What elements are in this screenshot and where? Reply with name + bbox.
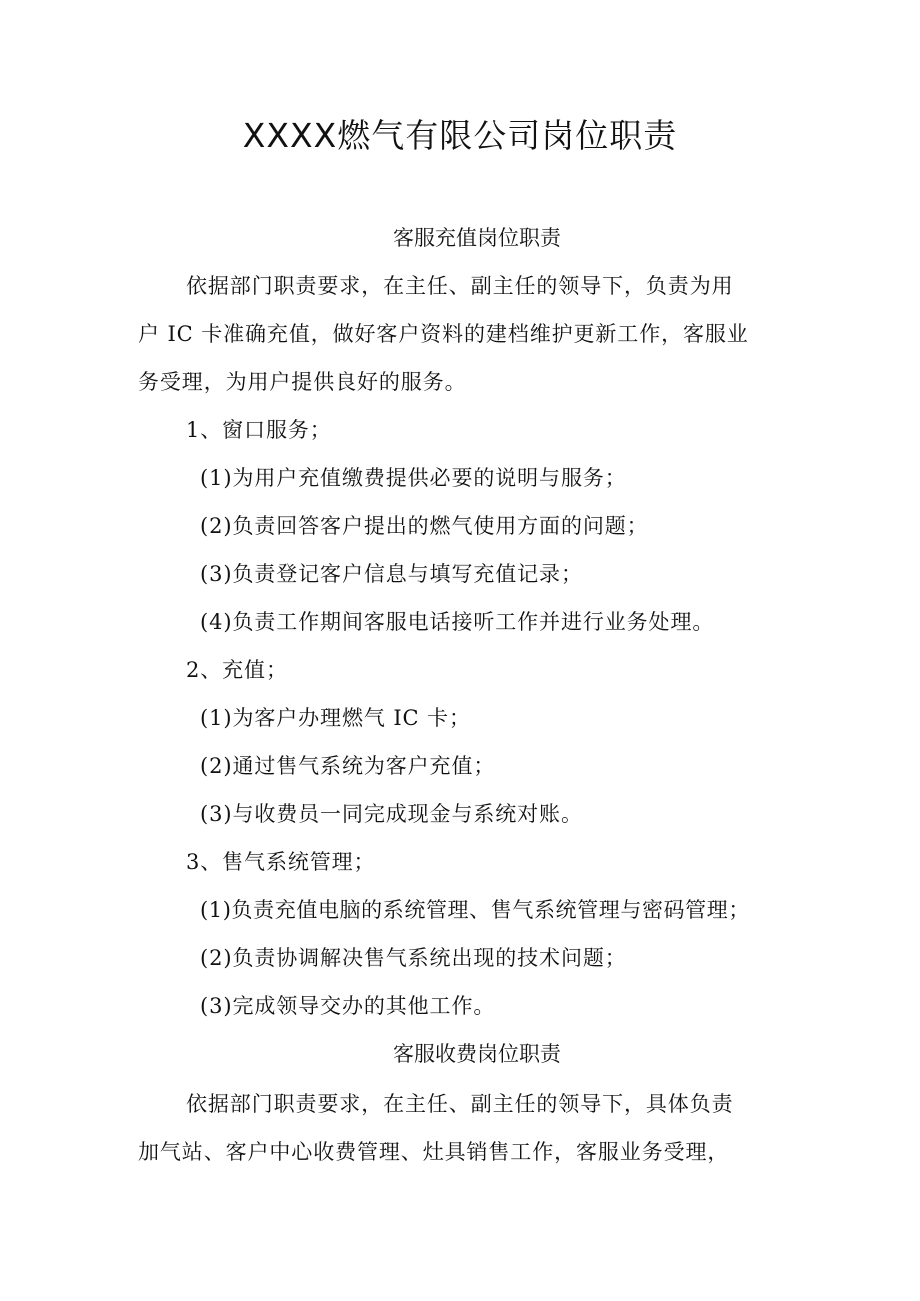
item-1-sub-2: (2)负责回答客户提出的燃气使用方面的问题； xyxy=(200,514,649,538)
item-3-sub-1: (1)负责充值电脑的系统管理、售气系统管理与密码管理； xyxy=(200,898,750,922)
section-2-intro-line-2: 加气站、客户中心收费管理、灶具销售工作，客服业务受理， xyxy=(138,1140,730,1164)
section-1-intro-line-1: 依据部门职责要求，在主任、副主任的领导下，负责为用 xyxy=(186,274,734,298)
section-2-intro-line-1: 依据部门职责要求，在主任、副主任的领导下，具体负责 xyxy=(186,1092,734,1116)
item-3-label: 3、售气系统管理； xyxy=(186,850,376,874)
item-2-sub-1: (1)为客户办理燃气 IC 卡； xyxy=(200,706,471,730)
item-3-sub-3: (3)完成领导交办的其他工作。 xyxy=(200,994,496,1018)
item-3-sub-2: (2)负责协调解决售气系统出现的技术问题； xyxy=(200,946,627,970)
item-2-label: 2、充值； xyxy=(186,658,288,682)
section-1-intro-line-2: 户 IC 卡准确充值，做好客户资料的建档维护更新工作，客服业 xyxy=(138,322,749,346)
section-heading-charging: 客服收费岗位职责 xyxy=(393,1042,561,1066)
document-title: XXXX燃气有限公司岗位职责 xyxy=(242,116,678,155)
item-1-sub-3: (3)负责登记客户信息与填写充值记录； xyxy=(200,562,583,586)
item-1-sub-1: (1)为用户充值缴费提供必要的说明与服务； xyxy=(200,466,627,490)
item-2-sub-3: (3)与收费员一同完成现金与系统对账。 xyxy=(200,802,583,826)
item-1-label: 1、窗口服务； xyxy=(186,418,332,442)
item-2-sub-2: (2)通过售气系统为客户充值； xyxy=(200,754,496,778)
item-1-sub-4: (4)负责工作期间客服电话接听工作并进行业务处理。 xyxy=(200,610,715,634)
section-1-intro-line-3: 务受理，为用户提供良好的服务。 xyxy=(138,370,467,394)
section-heading-recharge: 客服充值岗位职责 xyxy=(393,226,561,250)
